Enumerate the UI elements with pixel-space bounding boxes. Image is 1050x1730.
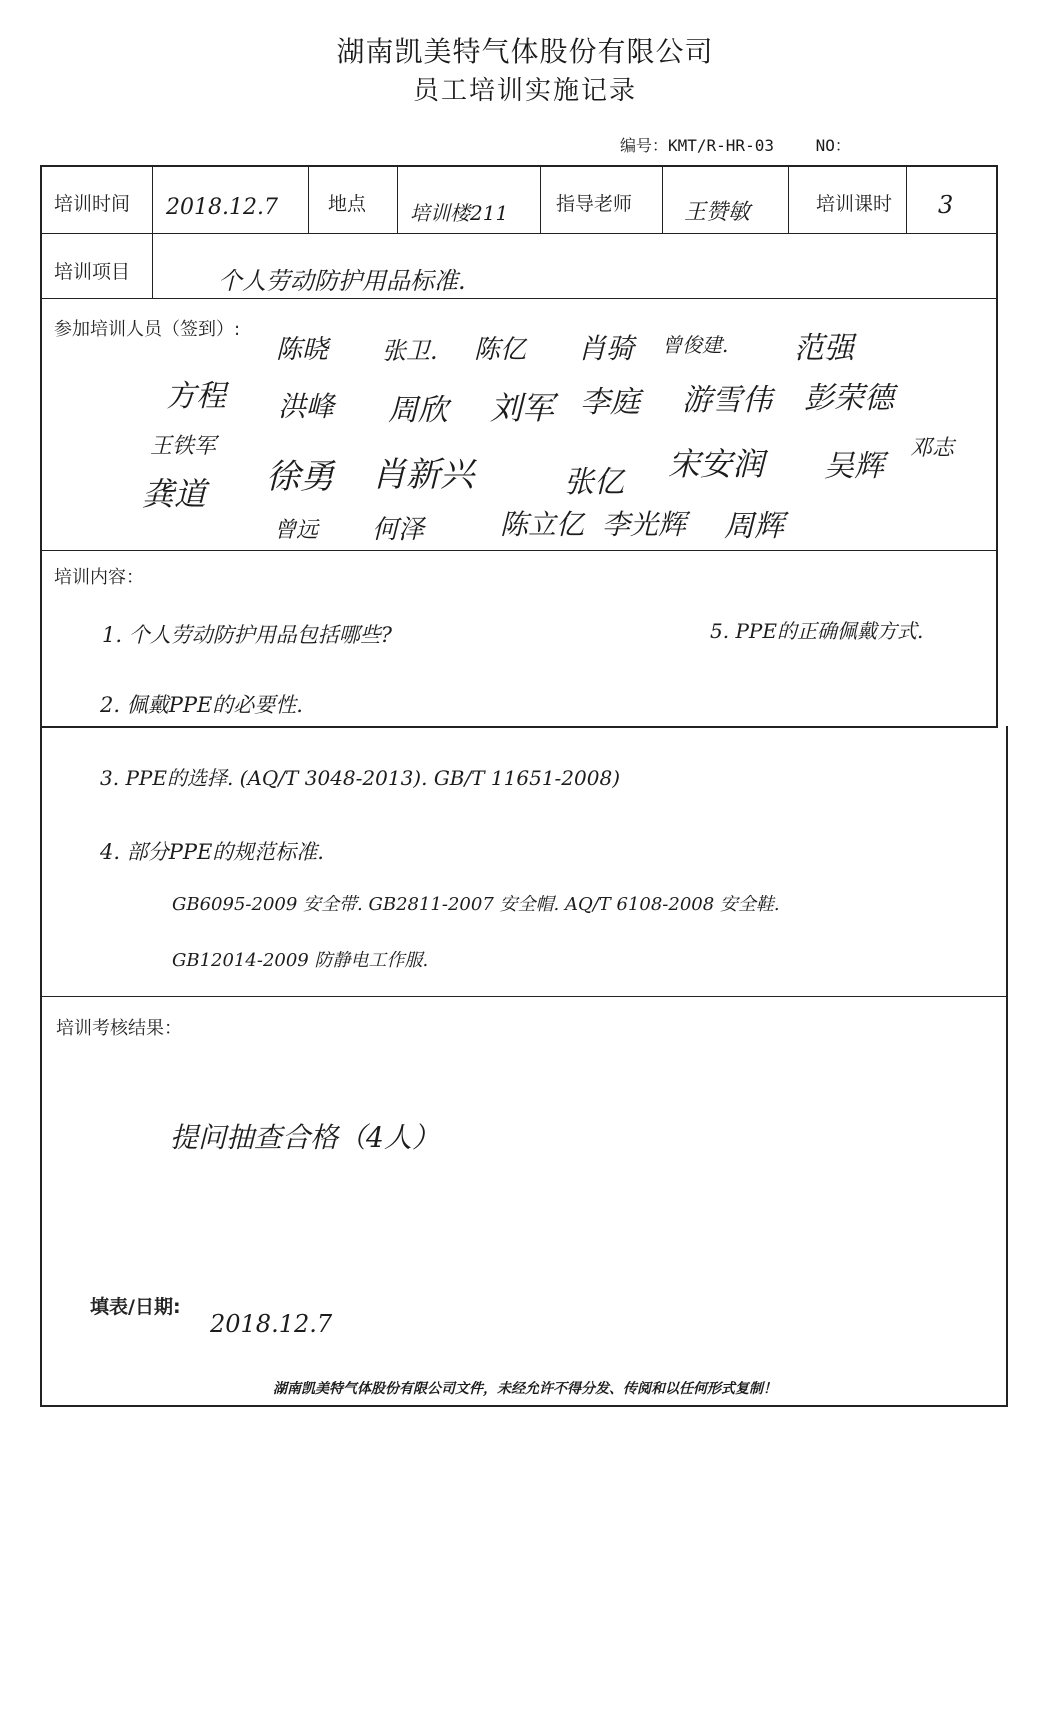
record-table-upper bbox=[40, 165, 998, 728]
col-divider bbox=[152, 167, 153, 298]
attendee-signature: 陈亿 bbox=[474, 335, 527, 365]
col-divider bbox=[540, 167, 541, 233]
content-item-4b: GB12014-2009 防静电工作服. bbox=[172, 950, 429, 971]
row-divider bbox=[42, 550, 998, 551]
attendee-signature: 王铁军 bbox=[150, 434, 217, 459]
attendee-signature: 刘军 bbox=[490, 389, 555, 427]
training-time-label: 培训时间 bbox=[54, 193, 131, 215]
fill-date: 2018.12.7 bbox=[210, 1310, 333, 1338]
attendee-signature: 曾远 bbox=[274, 518, 319, 543]
attendee-signature: 宋安润 bbox=[668, 445, 765, 483]
col-divider bbox=[662, 167, 663, 233]
attendee-signature: 陈晓 bbox=[276, 335, 329, 365]
training-time-value: 2018.12.7 bbox=[166, 195, 278, 220]
content-item-3: 3. PPE的选择. (AQ/T 3048-2013). GB/T 11651-2008) bbox=[100, 766, 621, 790]
fill-label: 填表/日期: bbox=[90, 1296, 181, 1318]
result-section-box bbox=[40, 996, 1008, 1730]
attendee-signature: 周欣 bbox=[388, 393, 448, 428]
attendee-signature: 徐勇 bbox=[266, 457, 334, 497]
col-divider bbox=[397, 167, 398, 233]
attendee-signature: 张亿 bbox=[564, 465, 624, 500]
attendee-signature: 龚道 bbox=[142, 475, 207, 513]
attendee-signature: 肖新兴 bbox=[372, 455, 474, 495]
attendee-signature: 何泽 bbox=[372, 515, 425, 545]
attendee-signature: 方程 bbox=[166, 379, 226, 414]
content-item-4: 4. 部分PPE的规范标准. bbox=[100, 840, 324, 864]
company-title: 湖南凯美特气体股份有限公司 bbox=[336, 35, 714, 68]
place-label: 地点 bbox=[328, 193, 367, 215]
row-divider bbox=[42, 233, 998, 234]
attendee-signature: 范强 bbox=[794, 331, 854, 366]
project-label: 培训项目 bbox=[54, 261, 131, 283]
result-label: 培训考核结果： bbox=[56, 1018, 182, 1039]
no-label: NO： bbox=[815, 136, 851, 155]
attendee-signature: 吴辉 bbox=[824, 449, 884, 484]
attendee-signature: 邓志 bbox=[910, 436, 955, 461]
attendee-signature: 李庭 bbox=[580, 385, 640, 420]
content-item-4a: GB6095-2009 安全带. GB2811-2007 安全帽. AQ/T 6108-2008 安全鞋. bbox=[172, 894, 780, 915]
hours-label: 培训课时 bbox=[816, 193, 893, 215]
content-item-1: 1. 个人劳动防护用品包括哪些? bbox=[102, 623, 392, 647]
attendee-signature: 周辉 bbox=[724, 509, 784, 544]
place-value: 培训楼211 bbox=[410, 201, 509, 225]
content-item-2: 2. 佩戴PPE的必要性. bbox=[100, 693, 303, 717]
doc-no-label: 编号：KMT/R-HR-03 bbox=[620, 136, 774, 155]
content-label: 培训内容： bbox=[54, 567, 144, 588]
attendee-signature: 彭荣德 bbox=[804, 381, 894, 416]
result-value: 提问抽查合格（4人） bbox=[170, 1121, 440, 1154]
attendee-signature: 洪峰 bbox=[278, 390, 335, 423]
attendee-signature: 陈立亿 bbox=[500, 508, 585, 541]
attendee-signature: 游雪伟 bbox=[682, 383, 772, 418]
col-divider bbox=[788, 167, 789, 233]
row-divider bbox=[42, 298, 998, 299]
teacher-signature: 王赞敏 bbox=[684, 200, 751, 225]
attendee-signature: 曾俊建. bbox=[662, 333, 729, 357]
document-number bbox=[620, 133, 855, 156]
attendee-signature: 肖骑 bbox=[578, 332, 635, 365]
teacher-label: 指导老师 bbox=[556, 193, 633, 215]
record-table-lower bbox=[40, 726, 1008, 998]
project-value: 个人劳动防护用品标准. bbox=[218, 267, 466, 295]
col-divider bbox=[906, 167, 907, 233]
document-title: 员工培训实施记录 bbox=[412, 76, 637, 106]
footer-note: 湖南凯美特气体股份有限公司文件，未经允许不得分发、传阅和以任何形式复制！ bbox=[273, 1381, 777, 1397]
attendees-label: 参加培训人员（签到）: bbox=[54, 319, 241, 340]
content-item-5: 5. PPE的正确佩戴方式. bbox=[710, 619, 924, 643]
attendee-signature: 张卫. bbox=[382, 337, 438, 365]
col-divider bbox=[308, 167, 309, 233]
hours-value: 3 bbox=[938, 191, 954, 219]
attendee-signature: 李光辉 bbox=[602, 508, 687, 541]
